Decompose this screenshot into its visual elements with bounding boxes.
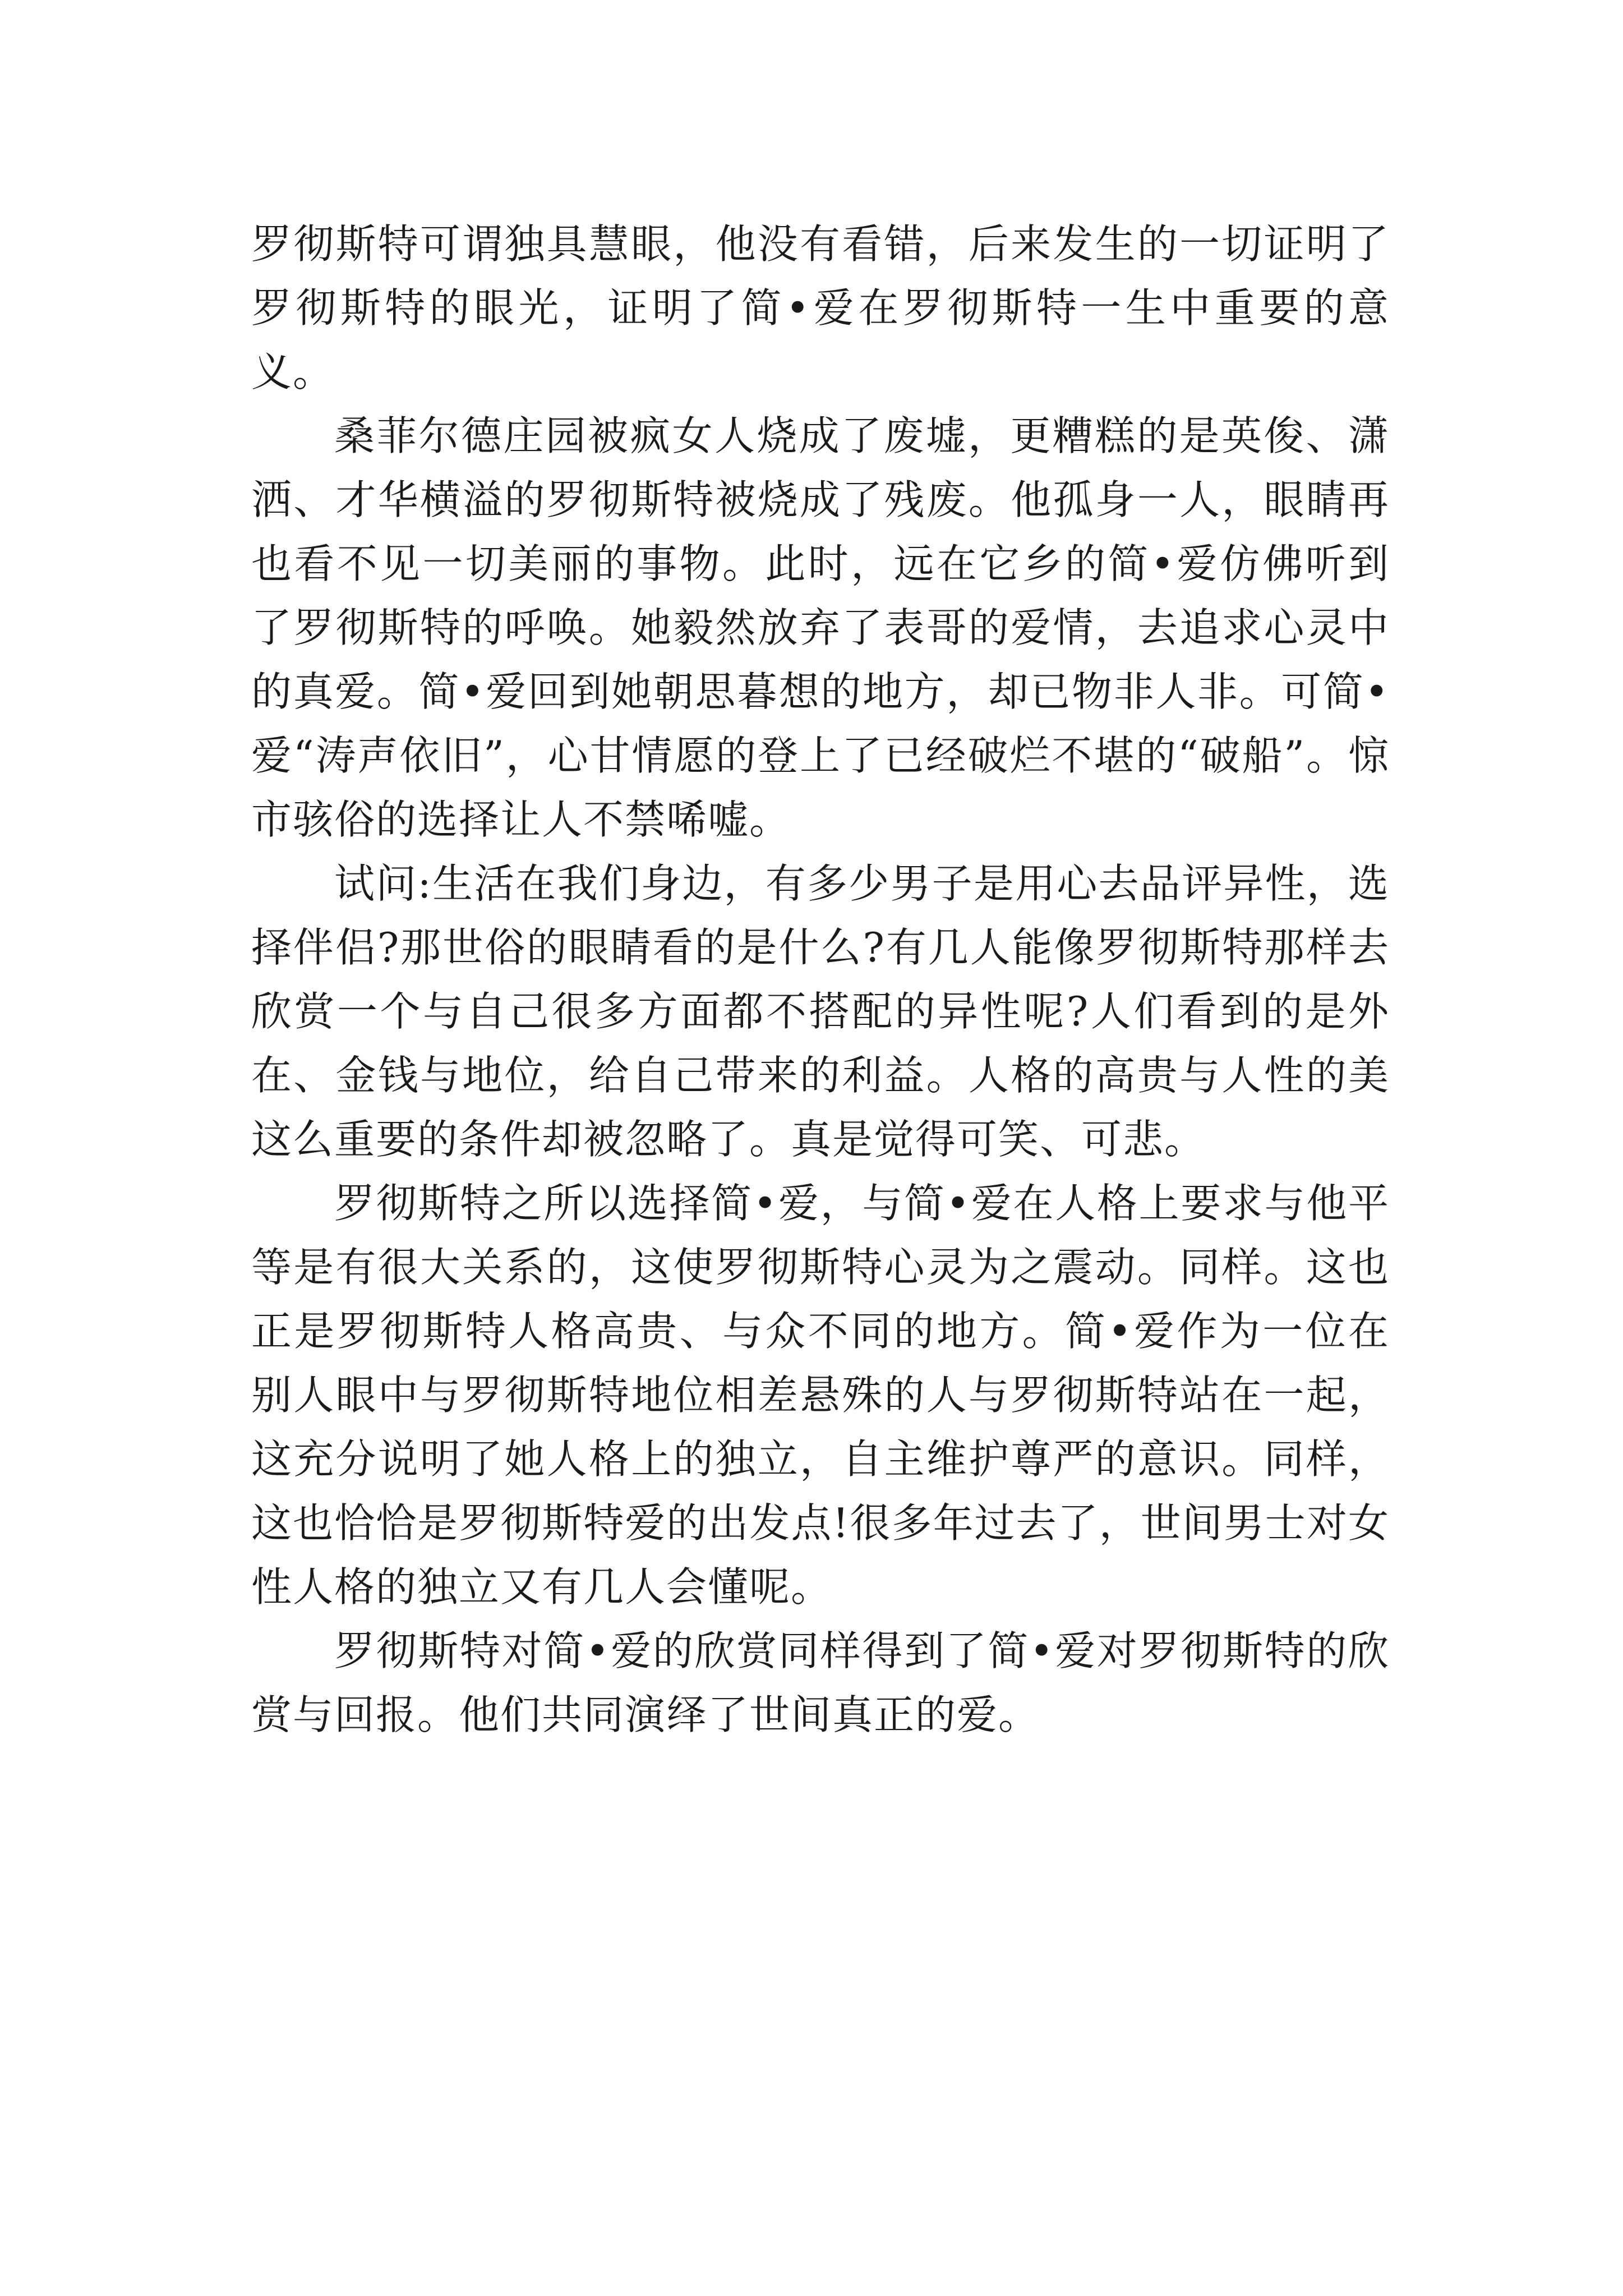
paragraph-4: 罗彻斯特之所以选择简•爱，与简•爱在人格上要求与他平等是有很大关系的，这使罗彻斯特心灵为之震动。同样。这也正是罗彻斯特人格高贵、与众不同的地方。简•爱作为一位在别人眼中与罗彻斯特地位相差悬殊的人与罗彻斯特站在一起，这充分说明了她人格上的独立，自主维护尊严的意识。同样，这也恰恰是罗彻斯特爱的出发点!很多年过去了，世间男士对女性人格的独立又有几人会懂呢。 (251, 1180, 1390, 1611)
paragraph-2: 桑菲尔德庄园被疯女人烧成了废墟，更糟糕的是英俊、潇洒、才华横溢的罗彻斯特被烧成了残废。他孤身一人，眼睛再也看不见一切美丽的事物。此时，远在它乡的简•爱仿佛听到了罗彻斯特的呼唤。她毅然放弃了表哥的爱情，去追求心灵中的真爱。简•爱回到她朝思暮想的地方，却已物非人非。可简•爱“涛声依旧”，心甘情愿的登上了已经破烂不堪的“破船”。惊市骇俗的选择让人不禁唏嘘。 (251, 412, 1390, 843)
paragraph-5: 罗彻斯特对简•爱的欣赏同样得到了简•爱对罗彻斯特的欣赏与回报。他们共同演绎了世间真正的爱。 (251, 1627, 1390, 1738)
paragraph-1: 罗彻斯特可谓独具慧眼，他没有看错，后来发生的一切证明了罗彻斯特的眼光，证明了简•爱在罗彻斯特一生中重要的意义。 (251, 220, 1390, 395)
document-body (251, 212, 1390, 1747)
paragraph-3: 试问:生活在我们身边，有多少男子是用心去品评异性，选择伴侣?那世俗的眼睛看的是什么?有几人能像罗彻斯特那样去欣赏一个与自己很多方面都不搭配的异性呢?人们看到的是外在、金钱与地位，给自己带来的利益。人格的高贵与人性的美这么重要的条件却被忽略了。真是觉得可笑、可悲。 (251, 860, 1390, 1163)
